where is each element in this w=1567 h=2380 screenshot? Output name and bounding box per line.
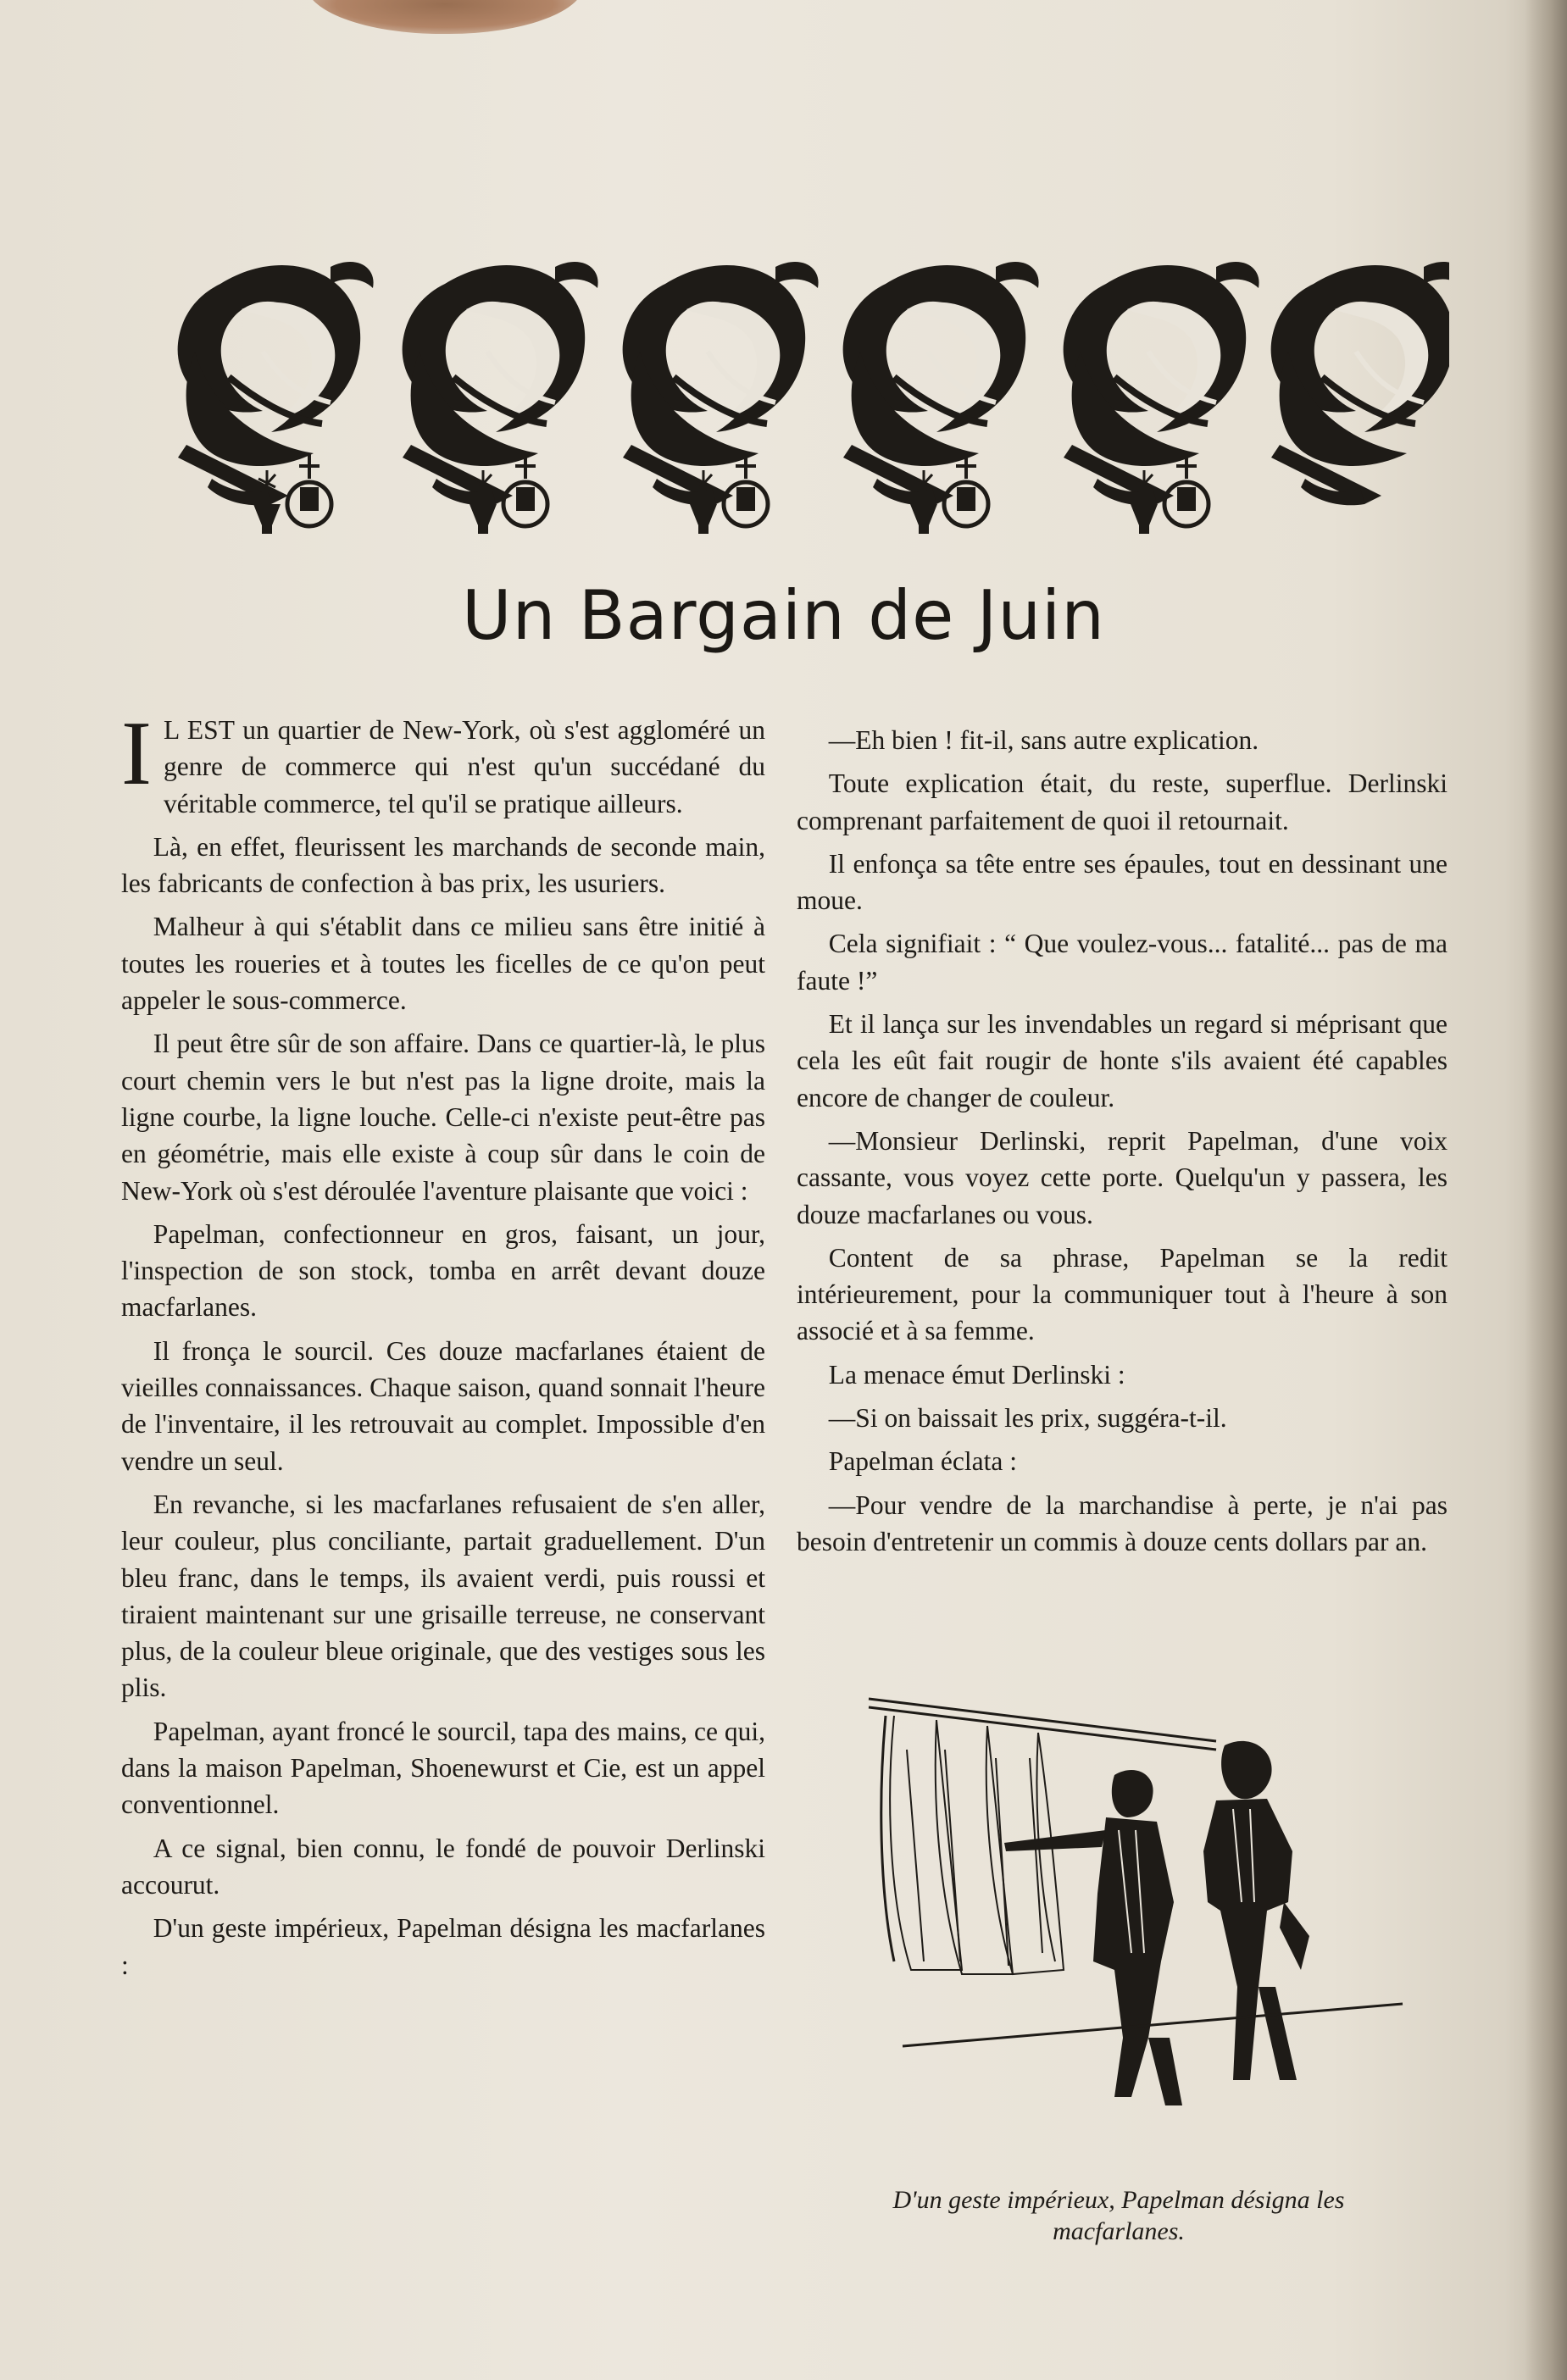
paragraph: Il peut être sûr de son affaire. Dans ce quartier-là, le plus court chemin vers le but n'est pas la ligne droite, mais la ligne courbe, la ligne louche. Celle-ci n'existe peut-être pas en géométrie, mais elle existe à coup sûr dans le coin de New-York où s'est déroulée l'aventure plaisante que voici :	[121, 1029, 765, 1206]
paragraph: A ce signal, bien connu, le fondé de pouvoir Derlinski accourut.	[121, 1833, 765, 1900]
illustration-caption	[780, 2184, 1458, 2247]
paragraph: —Si on baissait les prix, suggéra-t-il.	[828, 1403, 1227, 1434]
paper-stain	[305, 0, 585, 34]
paragraph: D'un geste impérieux, Papelman désigna les macfarlanes :	[121, 1913, 765, 1980]
article-title: Un Bargain de Juin	[462, 576, 1105, 655]
paragraph: Il enfonça sa tête entre ses épaules, tout en dessinant une moue.	[797, 848, 1448, 916]
paragraph: —Monsieur Derlinski, reprit Papelman, d'une voix cassante, vous voyez cette porte. Quelqu'un y passera, les douze macfarlanes ou vous.	[797, 1125, 1448, 1229]
paragraph	[121, 703, 765, 822]
paragraph: Content de sa phrase, Papelman se la redit intérieurement, pour la communiquer tout à l'heure à son associé et à sa femme.	[797, 1242, 1448, 1346]
paragraph: En revanche, si les macfarlanes refusaient de s'en aller, leur couleur, plus conciliante, partait graduellement. D'un bleu franc, dans le temps, ils avaient verdi, puis roussi et tiraient maintenant sur une grisaille terreuse, ne conservant plus, de la couleur bleue originale, que des vestiges sous les plis.	[121, 1489, 765, 1703]
paragraph: —Pour vendre de la marchandise à perte, je n'ai pas besoin d'entretenir un commis à douze cents dollars par an.	[797, 1490, 1448, 1556]
paragraph: Malheur à qui s'établit dans ce milieu sans être initié à toutes les roueries et à toutes les ficelles de ce qu'on peut appeler le sous-commerce.	[121, 912, 765, 1016]
paragraph: Cela signifiait : “ Que voulez-vous... fatalité... pas de ma faute !”	[797, 929, 1448, 996]
page-edge-shadow	[1525, 0, 1567, 2380]
paragraph: Il fronça le sourcil. Ces douze macfarlanes étaient de vieilles connaissances. Chaque saison, quand sonnait l'heure de l'inventaire, il les retrouvait au complet. Impossible d'en vendre un seul.	[121, 1335, 765, 1476]
right-column	[797, 722, 1448, 1567]
paragraph: Papelman éclata :	[828, 1446, 1017, 1477]
caption-line: D'un geste impérieux, Papelman désigna les	[892, 2186, 1345, 2214]
paragraph: Toute explication était, du reste, superflue. Derlinski comprenant parfaitement de quoi il retournait.	[797, 768, 1448, 835]
drop-cap: I	[121, 703, 152, 804]
paragraph-text: L EST un quartier de New-York, où s'est aggloméré un genre de commerce qui n'est qu'un succédané du véritable commerce, tel qu'il se pratique ailleurs.	[163, 715, 765, 818]
paragraph: Papelman, confectionneur en gros, faisant, un jour, l'inspection de son stock, tomba en arrêt devant douze macfarlanes.	[121, 1218, 765, 1323]
paragraph: —Eh bien ! fit-il, sans autre explication.	[828, 725, 1259, 755]
left-column	[121, 703, 765, 1990]
paragraph: Papelman, ayant froncé le sourcil, tapa des mains, ce qui, dans la maison Papelman, Shoenewurst et Cie, est un appel conventionnel.	[121, 1716, 765, 1820]
caption-line: macfarlanes.	[1053, 2217, 1185, 2245]
paragraph: La menace émut Derlinski :	[828, 1359, 1125, 1390]
paragraph: Et il lança sur les invendables un regard si méprisant que cela les eût fait rougir de honte s'ils avaient été capables encore de changer de couleur.	[797, 1009, 1448, 1112]
paragraph: Là, en effet, fleurissent les marchands de seconde main, les fabricants de confection à bas prix, les usuriers.	[121, 831, 765, 899]
ornamental-header	[161, 241, 1449, 534]
engraving-illustration	[860, 1682, 1420, 2127]
